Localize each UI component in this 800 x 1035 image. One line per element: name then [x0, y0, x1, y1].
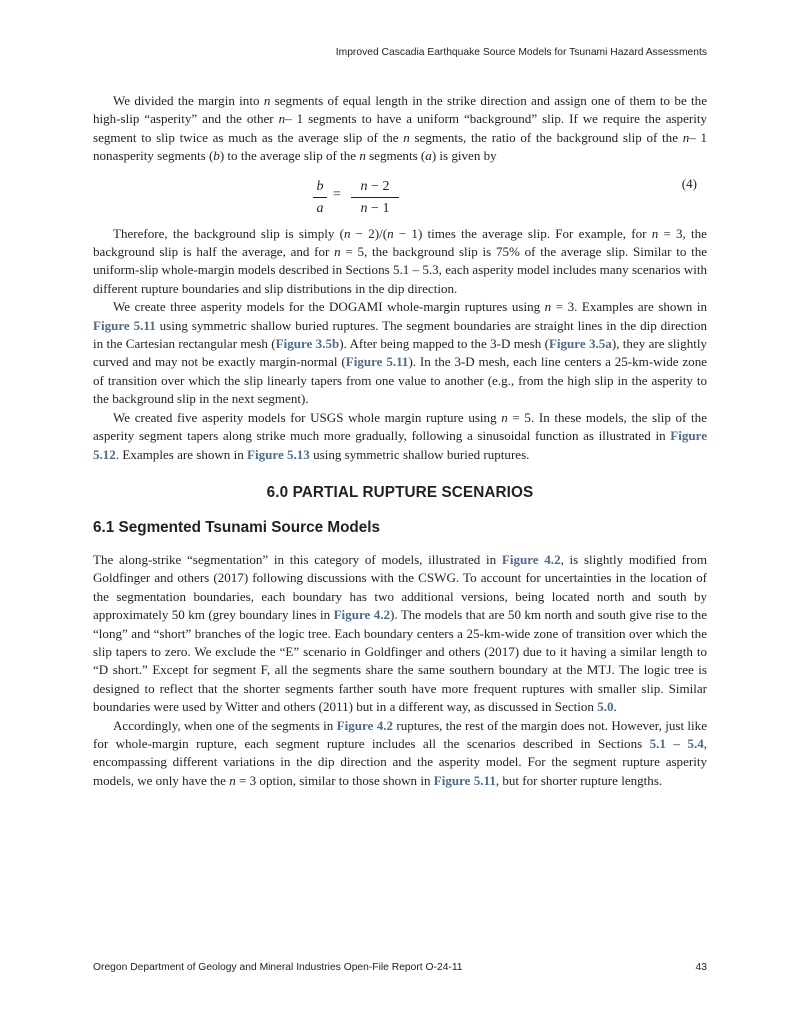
paragraph-dogami-asperity: We create three asperity models for the DOGAMI whole-margin ruptures using n = 3. Examples are shown in Figure 5.11 using symmetric shallow buried ruptures. The segment boundaries are straight lines in the dip direction in the Cartesian rectangular mesh (Figure 3.5b). After being mapped to the 3-D mesh (Figure 3.5a), they are slightly curved and may not be exactly margin-normal (Figure 5.11). In the 3-D mesh, each line centers a 25-km-wide zone of transition over which the slip linearly tapers from one value to another (e.g., from the high slip in the asperity to the background slip in the next segment). — [93, 299, 708, 407]
figure-link[interactable]: Figure 4.2 — [333, 607, 391, 623]
section-heading: 6.0 PARTIAL RUPTURE SCENARIOS — [266, 483, 534, 501]
figure-link[interactable]: Figure 4.2 — [501, 551, 561, 567]
figure-link[interactable]: Figure 3.5a — [548, 336, 612, 352]
paragraph-asperity-definition: We divided the margin into n segments of equal length in the strike direction and assign one of them to be the high-slip “asperity” and the other n– 1 segments to have a uniform “background” slip. If we require the asperity segment to slip twice as much as the average slip of the n segments, the ratio of the background slip of the n– 1 nonasperity segments (b) to the average slip of the n segments (a) is given by — [93, 93, 708, 164]
footer-report-title: Oregon Department of Geology and Mineral Industries Open-File Report O-24-11 — [93, 962, 463, 973]
page-number: 43 — [695, 962, 707, 973]
section-link[interactable]: 5.1 — [649, 735, 666, 751]
fraction-b-over-a: b a — [313, 177, 327, 218]
figure-link[interactable]: Figure 5.13 — [247, 446, 310, 462]
page-content — [93, 92, 707, 790]
equation-4 — [93, 171, 707, 225]
paragraph-background-slip: Therefore, the background slip is simply (n − 2)/(n − 1) times the average slip. For example, for n = 3, the background slip is half the average, and for n = 5, the background slip is 75% of the average slip. Similar to the uniform-slip whole-margin models described in Sections 5.1 – 5.3, each asperity model includes many scenarios with different rupture boundaries and slip distributions in the dip direction. — [93, 225, 708, 296]
subsection-heading: 6.1 Segmented Tsunami Source Models — [93, 518, 381, 536]
figure-link[interactable]: Figure 4.2 — [336, 717, 394, 733]
paragraph-usgs-asperity: We created five asperity models for USGS whole margin rupture using n = 5. In these models, the slip of the asperity segment tapers along strike much more gradually, following a sinusoidal function as illustrated in Figure 5.12. Examples are shown in Figure 5.13 using symmetric shallow buried ruptures. — [93, 409, 707, 462]
figure-link[interactable]: Figure 5.11 — [345, 354, 409, 370]
figure-link[interactable]: Figure 5.12 — [93, 428, 707, 462]
figure-link[interactable]: Figure 5.11 — [93, 317, 156, 333]
equation-number: (4) — [681, 175, 697, 191]
equals-sign: = — [333, 186, 341, 202]
paragraph-segment-rupture: Accordingly, when one of the segments in Figure 4.2 ruptures, the rest of the margin does not. However, just like for whole-margin rupture, each segment rupture includes all the scenarios described in Sections 5.1 – 5.4, encompassing different variations in the dip direction and the asperity model. For the segment rupture asperity models, we only have the n = 3 option, similar to those shown in Figure 5.11, but for shorter rupture lengths. — [93, 717, 707, 788]
section-link[interactable]: 5.0 — [597, 699, 614, 715]
paragraph-segmentation: The along-strike “segmentation” in this category of models, illustrated in Figure 4.2, is slightly modified from Goldfinger and others (2017) following discussions with the CSWG. To account for uncertainties in the location of the segmentation boundaries, each boundary has two additional versions, being located north and south by approximately 50 km (grey boundary lines in Figure 4.2). The models that are 50 km north and south give rise to the “long” and “short” branches of the logic tree. Each boundary centers a 25-km-wide zone of transition over which the slip tapers to zero. We exclude the “E” scenario in Goldfinger and others (2017) due to it having a similar length to “D short.” Except for segment F, all the segments share the same southern boundary at the MTJ. The logic tree is designed to reflect that the shorter segments farther south have more frequent ruptures with smaller slip. Similar boundaries were used by Witter and others (2011) but in a different way, as discussed in Section 5.0. — [93, 551, 707, 715]
page-footer — [93, 962, 707, 973]
fraction-n-ratio: n − 2 n − 1 — [351, 177, 399, 218]
section-link[interactable]: 5.4 — [687, 735, 704, 751]
running-header: Improved Cascadia Earthquake Source Models for Tsunami Hazard Assessments — [335, 47, 707, 58]
figure-link[interactable]: Figure 3.5b — [275, 336, 340, 352]
figure-link[interactable]: Figure 5.11 — [433, 772, 496, 788]
